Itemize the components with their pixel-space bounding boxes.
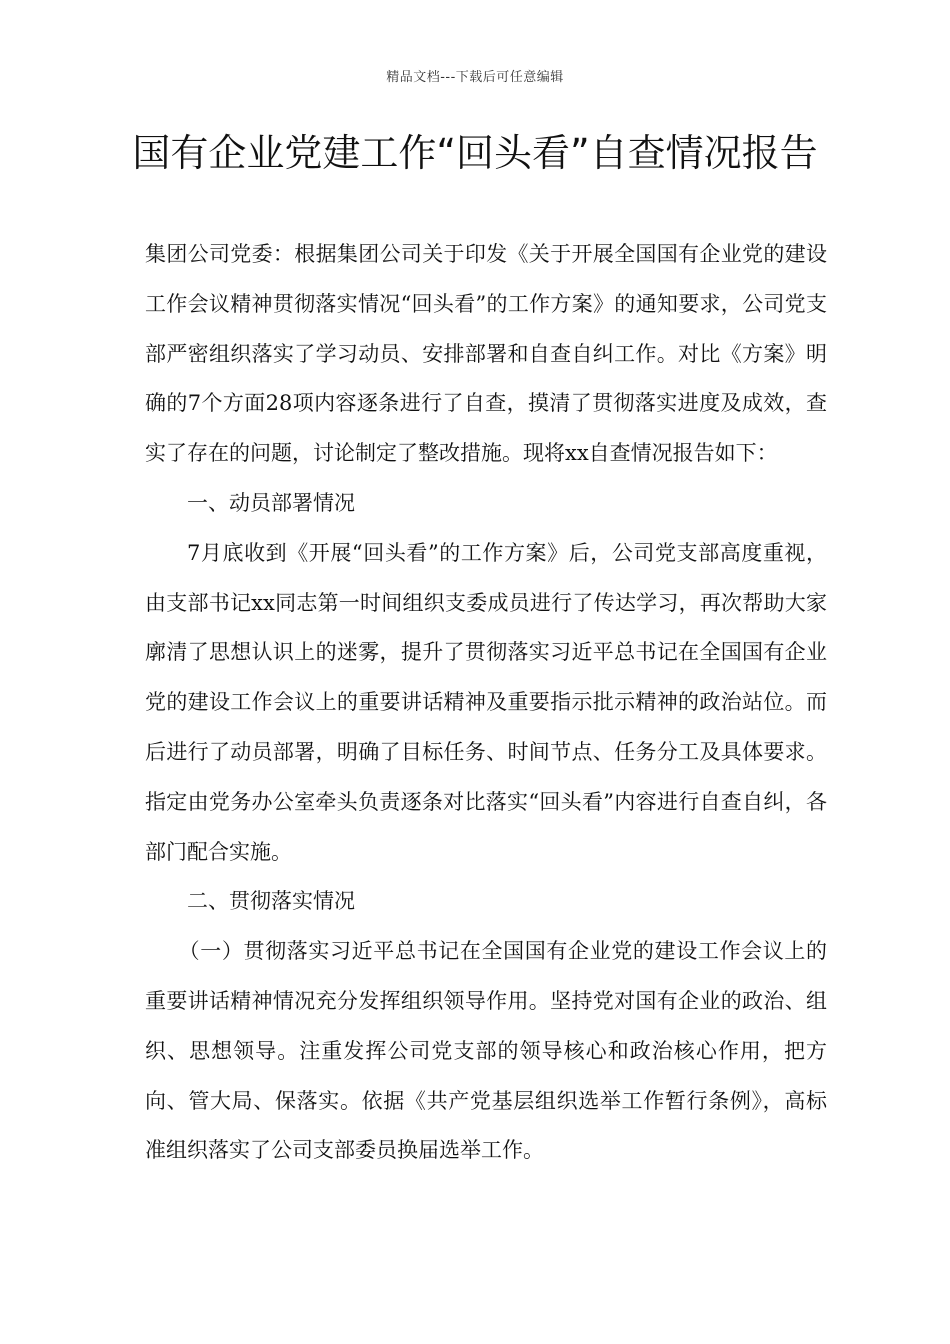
document-body [145,230,827,1176]
header-note: 精品文档---下载后可任意编辑 [386,70,564,85]
section-1-paragraph: 7月底收到《开展“回头看”的工作方案》后，公司党支部高度重视，由支部书记xx同志第一时间组织支委成员进行了传达学习，再次帮助大家廓清了思想认识上的迷雾，提升了贯彻落实习近平总书记在全国国有企业党的建设工作会议上的重要讲话精神及重要指示批示精神的政治站位。而后进行了动员部署，明确了目标任务、时间节点、任务分工及具体要求。指定由党务办公室牵头负责逐条对比落实“回头看”内容进行自查自纠，各部门配合实施。 [145,540,827,864]
section-heading-1: 一、动员部署情况 [187,490,355,515]
section-2-1-paragraph: （一）贯彻落实习近平总书记在全国国有企业党的建设工作会议上的重要讲话精神情况充分发挥组织领导作用。坚持党对国有企业的政治、组织、思想领导。注重发挥公司党支部的领导核心和政治核心作用，把方向、管大局、保落实。依据《共产党基层组织选举工作暂行条例》，高标准组织落实了公司支部委员换届选举工作。 [145,939,827,1163]
section-heading-2: 二、贯彻落实情况 [187,889,355,914]
document-title: 国有企业党建工作“回头看”自查情况报告 [132,131,818,175]
intro-paragraph: 集团公司党委：根据集团公司关于印发《关于开展全国国有企业党的建设工作会议精神贯彻落实情况“回头看”的工作方案》的通知要求，公司党支部严密组织落实了学习动员、安排部署和自查自纠工作。对比《方案》明确的7个方面28项内容逐条进行了自查，摸清了贯彻落实进度及成效，查实了存在的问题，讨论制定了整改措施。现将xx自查情况报告如下： [145,242,827,466]
